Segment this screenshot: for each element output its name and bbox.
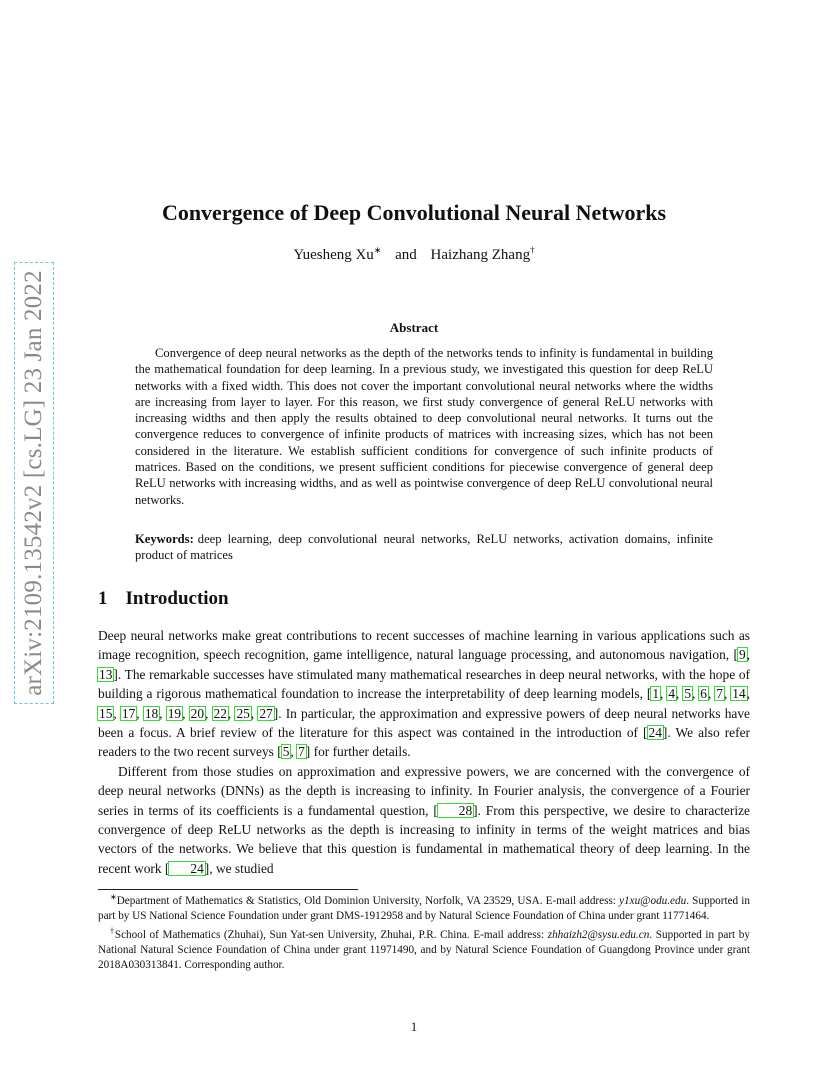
section-number: 1 [98,588,108,609]
citation-number[interactable]: 15 [99,705,113,721]
section-heading [98,588,229,610]
author-conjunction: and [395,247,417,263]
email-address: zhhaizh2@sysu.edu.cn [547,928,650,941]
citation-link[interactable]: [5, 7] [277,744,311,760]
abstract-heading: Abstract [389,320,439,335]
citation-number[interactable]: 4 [668,686,676,702]
citation-number[interactable]: 9 [738,647,746,663]
citation-link[interactable]: [24] [643,725,668,741]
introduction-body [98,626,750,878]
citation-number[interactable]: 14 [732,686,746,702]
text-run: . In particular, the approximation and expressive powers of deep neural networks have been a focus. A brief review of the literature for this aspect was contained in the introduction of [98,705,750,741]
citation-number[interactable]: 22 [213,705,227,721]
author-name: Yuesheng Xu [293,247,374,263]
keywords-label: Keywords: [135,532,194,546]
citation-number[interactable]: 5 [282,744,290,760]
footnote-mark: ∗ [373,245,382,255]
footnote-text: Department of Mathematics & Statistics, Old Dominion University, Norfolk, VA 23529, USA. E-mail address: [116,895,620,907]
footnote-mark: † [530,245,535,255]
citation-number[interactable]: 7 [716,686,723,702]
keywords [135,531,713,564]
email-address: y1xu@odu.edu [619,895,687,907]
citation-number[interactable]: 25 [236,705,250,721]
text-run: Different from those studies on approximation and expressive powers, we are concerned with the convergence of deep neural networks (DNNs) as the depth is increasing to infinity. In Fourier analysis, the convergence of a Fourier series in terms of its coefficients is a fundamental question, [98,763,750,818]
citation-number[interactable]: 7 [298,744,305,760]
footnote-text: . Supported in part by US National Science Foundation under grant DMS-1912958 and by Natural Science Foundation of China under grant 11771464. [98,895,750,923]
arxiv-identifier: arXiv:2109.13542v2 [cs.LG] 23 Jan 2022 [20,270,47,696]
citation-number[interactable]: 19 [167,705,182,721]
citation-number[interactable]: 5 [684,686,692,702]
author-line [0,247,828,264]
abstract-text: Convergence of deep neural networks as the depth of the networks tends to infinity is fundamental in building the mathematical foundation for deep learning. In a previous study, we investigated this question for deep ReLU networks with a fixed width. This does not cover the important convolutional neural networks where the widths are increasing from layer to layer. For this reason, we first study convergence of general ReLU networks with increasing widths and then apply the results obtained to deep convolutional neural networks. It turns out the convergence reduces to convergence of infinite products of matrices with increasing sizes, which has not been considered in the literature. We establish sufficient conditions for convergence of such infinite products of matrices. Based on the conditions, we present sufficient conditions for piecewise convergence of general deep ReLU networks with increasing widths, and as well as pointwise convergence of deep ReLU convolutional neural networks. [135,346,713,507]
section-title: Introduction [125,588,229,609]
footnote-mark: ∗ [110,892,117,902]
citation-number[interactable]: 27 [259,705,273,721]
footnote [98,894,750,925]
citation-number[interactable]: 18 [144,705,159,721]
footnote-text: . Supported in part by National Natural Science Foundation of China under grant 11971490, and by Natural Science Foundation of Guangdong Province under grant 2018A030313841. Corresponding author. [98,928,750,972]
text-run: , we studied [209,860,274,876]
text-run: Deep neural networks make great contributions to recent successes of machine learning in various applications such as image recognition, speech recognition, game intelligence, natural language processing, and autonomous navigation, [98,628,750,663]
citation-link[interactable]: [1, 4, 5, 6, 7, 14, 15, 17, 18, 19, 20, 22, 25, 27] [99,686,751,721]
paragraph [98,762,750,878]
text-run: . The remarkable successes have stimulated many mathematical researches in deep neural networks, with the hope of building a rigorous mathematical foundation to increase the interpretability of deep learning models, [98,666,750,702]
text-run: . We also refer readers to the two recent surveys [98,725,750,760]
citation-number[interactable]: 28 [438,804,473,817]
citation-number[interactable]: 1 [652,686,660,702]
citation-number[interactable]: 24 [169,862,204,875]
author-name: Haizhang Zhang [430,247,531,263]
keywords-text: deep learning, deep convolutional neural networks, ReLU networks, activation domains, infinite product of matrices [135,532,713,563]
citation-number[interactable]: 17 [121,705,136,721]
citation-number[interactable]: 6 [700,686,707,702]
text-run: for further details. [310,744,411,760]
citation-link[interactable]: [ 24] [164,860,210,876]
footnote [98,925,750,974]
citation-number[interactable]: 24 [648,725,662,741]
citation-link[interactable]: [ 28] [433,802,478,818]
citation-number[interactable]: 20 [190,705,205,721]
text-run: . From this perspective, we desire to characterize convergence of deep ReLU networks as the depth is increasing to infinity in terms of the weight matrices and bias vectors of the networks. We believe that this question is fundamental in mathematical theory of deep learning. In the recent work [98,802,751,876]
footnote-text: School of Mathematics (Zhuhai), Sun Yat-sen University, Zhuhai, P.R. China. E-mail address: [114,928,548,941]
citation-link[interactable]: [9, 13] [99,647,750,682]
citation-number[interactable]: 13 [99,666,113,682]
page-number: 1 [410,1019,418,1034]
footnote-divider [98,889,358,890]
paper-title: Convergence of Deep Convolutional Neural Networks [161,200,667,225]
paragraph [98,626,750,762]
footnotes [98,894,750,976]
footnote-mark: † [110,925,115,935]
